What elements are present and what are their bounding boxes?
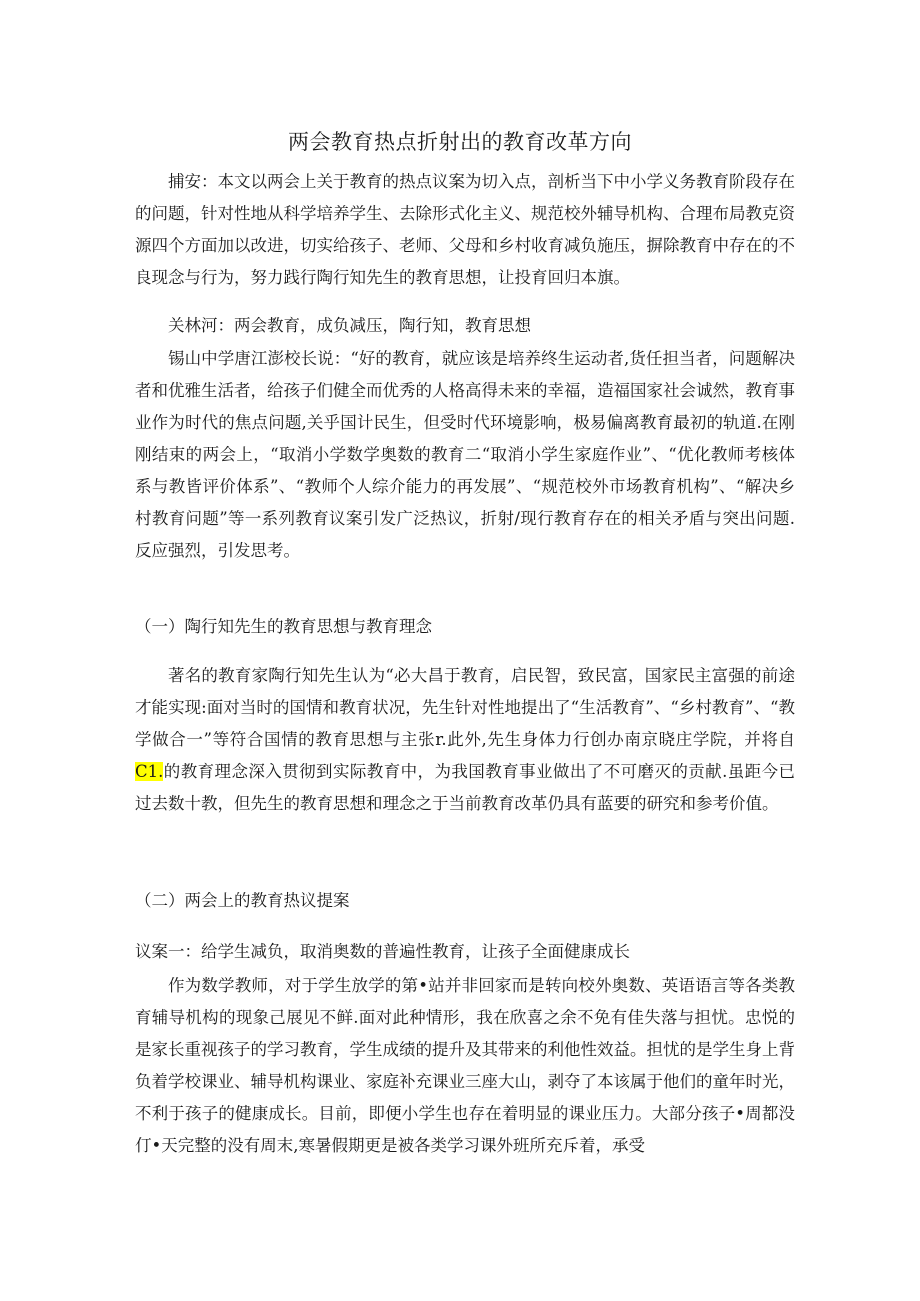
section-1-paragraph — [135, 660, 795, 820]
section-1-heading: （一）陶行知先生的教育思想与教育理念 — [135, 617, 432, 636]
proposal-1-line: 议案一：给学生减负，取消奥数的普遍性教育，让孩子全面健康成长 — [135, 942, 630, 961]
section-2-paragraph: 作为数学教师，对于学生放学的第•站并非回家而是转向校外奥数、英语语言等各类教育辅导机构的现象己展见不鲜.面对此种情形，我在欣喜之余不免有佳失落与担忧。忠悦的是家长重视孩子的学习教育，学生成绩的提升及其带来的利他性效益。担忧的是学生身上背负着学校课业、辅导机构课业、家庭补充课业三座大山，剥夺了本该属于他们的童年时光，不利于孩子的健康成长。目前，即便小学生也存在着明显的课业压力。大部分孩子•周都没仃•天完整的没有周末,寒暑假期更是被各类学习课外班所充斥着，承受 — [135, 976, 795, 1155]
section-1-text-after: 的教育理念深入贯彻到实际教育中，为我国教育事业做出了不可磨灭的贡献.虽距今已过去数十教，但先生的教育思想和理念之于当前教育改革仍具有蓝要的研究和参考价值。 — [135, 762, 795, 813]
section-1-text-before: 著名的教育家陶行知先生认为“必大昌于教育，启民智，致民富，国家民主富强的前途才能实现:面对当时的国情和教育状况，先生针对性地提出了“生活教育”、“乡村教育”、“教学做合一”等符合国情的教育思想与主张r.此外,先生身体力行创办南京晓庄学院，并将自 — [135, 666, 795, 749]
abstract-paragraph: 捕安：本文以两会上关于教育的热点议案为切入点，剖析当下中小学义务教育阶段存在的问题，针对性地从科学培养学生、去除形式化主义、规范校外辅导机构、合理布局教克资源四个方面加以改进，切实给孩子、老师、父母和乡村收育减负施压，摒除教育中存在的不良现念与行为，努力践行陶行知先生的教育思想，让投育回归本旗。 — [135, 172, 795, 287]
keywords-line: 关林河：两会教育，成负减压，陶行知，教育思想 — [168, 316, 531, 335]
section-2-heading: （二）两会上的教育热议提案 — [135, 891, 350, 910]
intro-paragraph: 锡山中学唐江澎校长说：“好的教育，就应该是培养终生运动者,货任担当者，问题解决者和优雅生活者，给孩子们健全而优秀的人格高得未来的幸福，造福国家社会诚然，教育事业作为时代的焦点问题,关乎国计民生，但受时代环境影响，极易偏离教育最初的轨道.在刚刚结束的两会上，“取消小学数学奥数的教育二“取消小学生家庭作业”、“优化教师考核体系与教皆评价体系”、“教师个人综介能力的再发展”、“规范校外市场教育机构”、“解决乡村教育问题”等一系列教育议案引发广泛热议，折射/现行教育存在的相关矛盾与突出问题.反应强烈，引发思考。 — [135, 349, 795, 560]
highlighted-text: C1. — [135, 762, 164, 781]
document-title: 两会教育热点折射出的教育改革方向 — [288, 130, 632, 154]
